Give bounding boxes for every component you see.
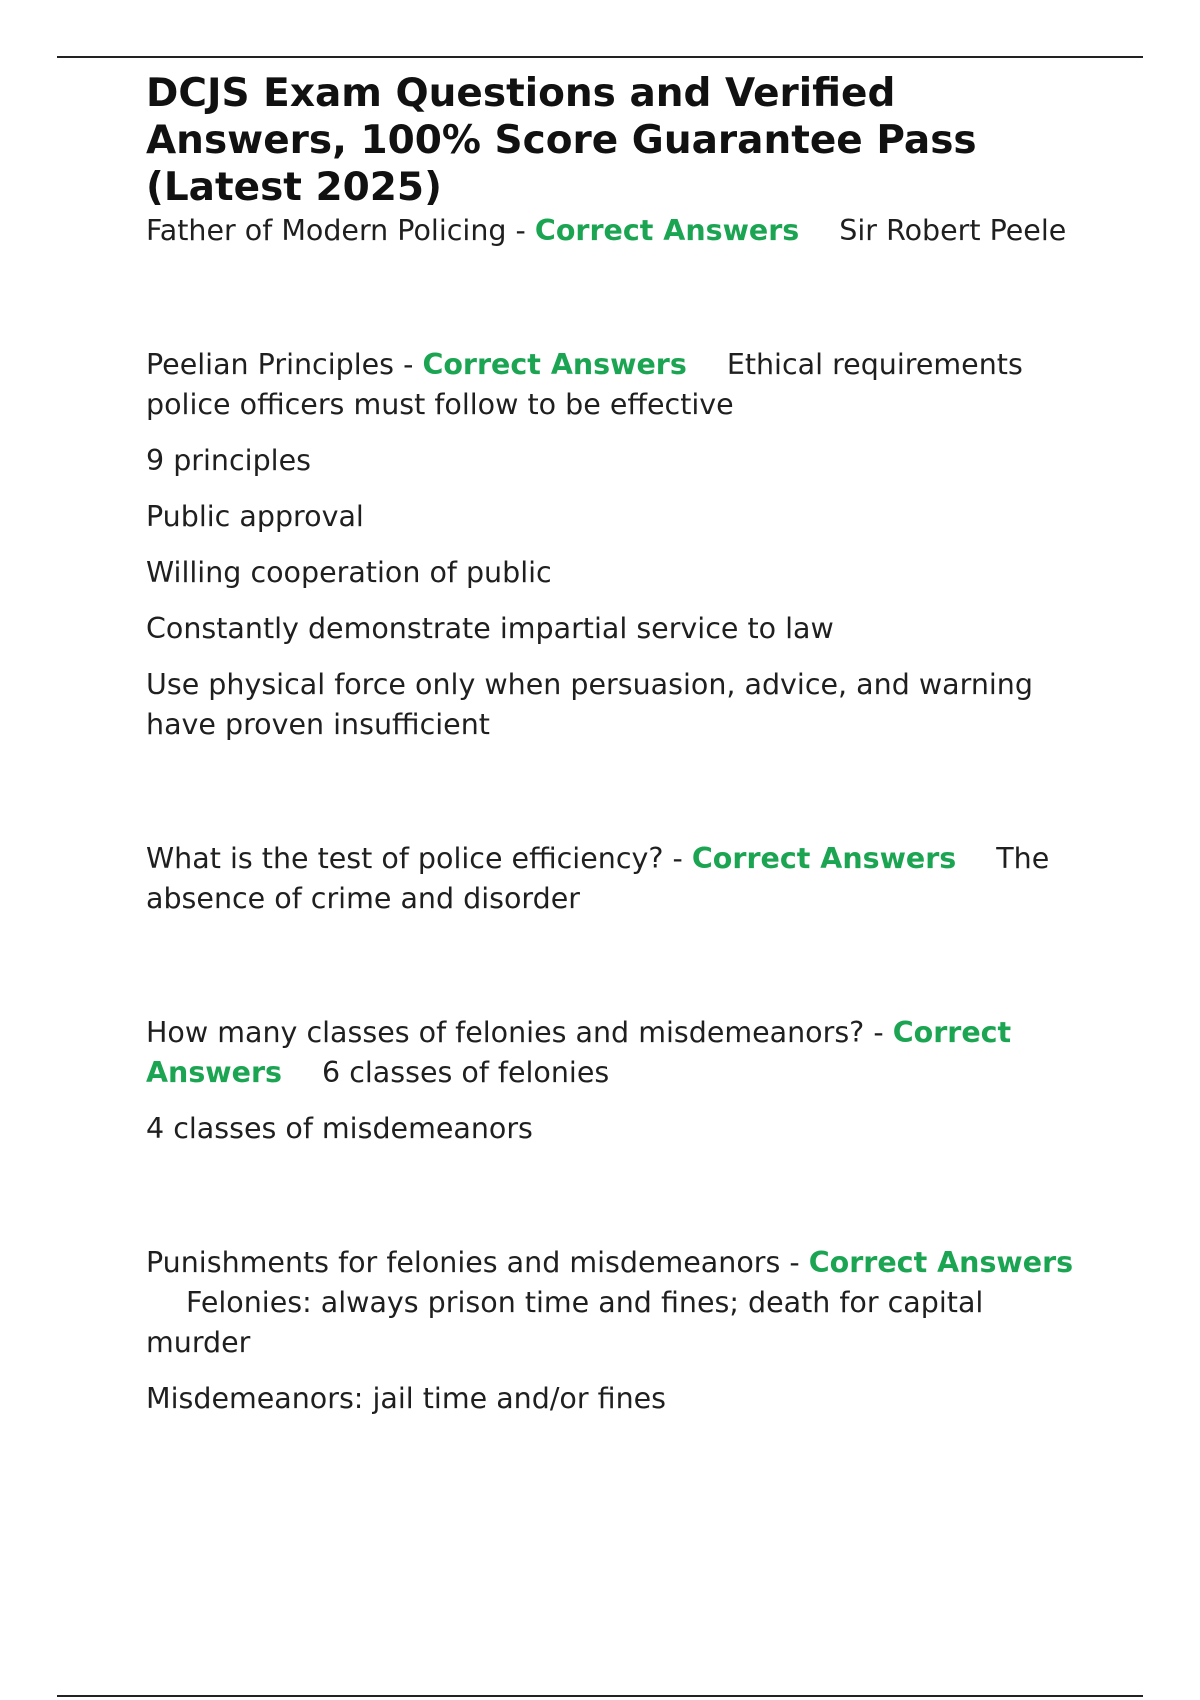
answer-text: The absence of crime and disorder bbox=[146, 842, 1050, 915]
correct-answers-label: Correct Answers bbox=[146, 1016, 1012, 1089]
correct-answers-label: Correct Answers bbox=[691, 842, 957, 875]
qa-item-5 bbox=[146, 1243, 1096, 1419]
question-text: What is the test of police efficiency? - bbox=[146, 842, 692, 875]
answer-text: Felonies: always prison time and fines; death for capital murder bbox=[146, 1286, 984, 1359]
detail-line: 9 principles bbox=[146, 444, 311, 477]
answer-text: Ethical requirements police officers must follow to be effective bbox=[146, 348, 1023, 421]
detail-line: Misdemeanors: jail time and/or fines bbox=[146, 1382, 667, 1415]
detail-line: Willing cooperation of public bbox=[146, 556, 552, 589]
qa-item-4 bbox=[146, 1013, 1096, 1149]
bottom-rule bbox=[57, 1695, 1143, 1697]
qa-line bbox=[146, 1013, 1096, 1093]
correct-answers-label: Correct Answers bbox=[808, 1246, 1074, 1279]
qa-item-1 bbox=[146, 211, 1096, 251]
correct-answers-label: Correct Answers bbox=[534, 214, 800, 247]
question-text: How many classes of felonies and misdemeanors? - bbox=[146, 1016, 893, 1049]
document-body bbox=[146, 70, 1096, 1435]
qa-item-2 bbox=[146, 345, 1096, 745]
qa-line bbox=[146, 839, 1096, 919]
detail-line: Public approval bbox=[146, 500, 364, 533]
correct-answers-label: Correct Answers bbox=[422, 348, 687, 381]
detail-line: Constantly demonstrate impartial service to law bbox=[146, 612, 834, 645]
answer-text: 6 classes of felonies bbox=[322, 1056, 610, 1089]
qa-line bbox=[146, 1243, 1096, 1363]
qa-list bbox=[146, 211, 1096, 1419]
document-title: DCJS Exam Questions and Verified Answers, 100% Score Guarantee Pass (Latest 2025) bbox=[146, 71, 977, 210]
top-rule bbox=[57, 56, 1143, 58]
detail-line: Use physical force only when persuasion, advice, and warning have proven insufficient bbox=[146, 668, 1033, 741]
detail-line: 4 classes of misdemeanors bbox=[146, 1112, 533, 1145]
qa-line bbox=[146, 345, 1096, 425]
question-text: Punishments for felonies and misdemeanors - bbox=[146, 1246, 809, 1279]
qa-line bbox=[146, 211, 1096, 251]
question-text: Peelian Principles - bbox=[146, 348, 423, 381]
question-text: Father of Modern Policing - bbox=[146, 214, 535, 247]
qa-item-3 bbox=[146, 839, 1096, 919]
answer-text: Sir Robert Peele bbox=[839, 214, 1067, 247]
